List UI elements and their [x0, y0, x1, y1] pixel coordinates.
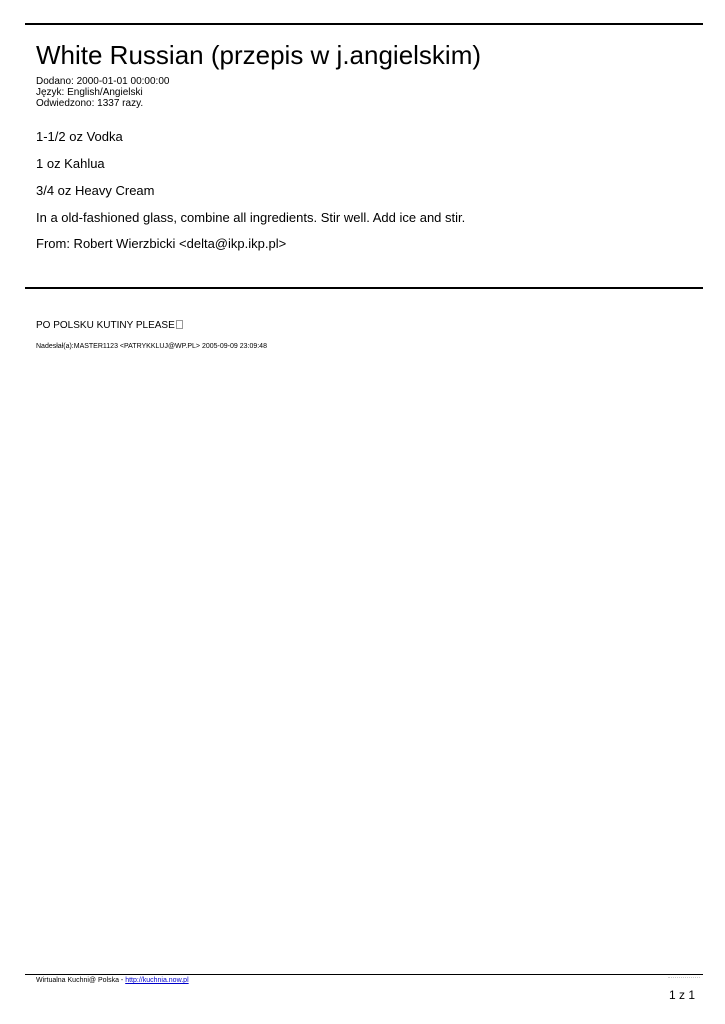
ingredient-line: 1 oz Kahlua	[36, 156, 105, 171]
meta-visited: Odwiedzono: 1337 razy.	[36, 98, 144, 109]
footer-mark	[668, 977, 700, 981]
comment-text-row	[36, 320, 183, 332]
footer-site-name: Wirtualna Kuchni@ Polska -	[36, 977, 126, 984]
recipe-source: From: Robert Wierzbicki <delta@ikp.ikp.pl>	[36, 236, 287, 251]
comment-text: PO POLSKU KUTINY PLEASE	[36, 320, 175, 331]
recipe-title: White Russian (przepis w j.angielskim)	[36, 40, 482, 70]
footer-divider	[25, 974, 703, 975]
ingredient-line: 3/4 oz Heavy Cream	[36, 183, 155, 198]
recipe-instructions: In a old-fashioned glass, combine all ingredients. Stir well. Add ice and stir.	[36, 210, 466, 225]
missing-glyph-icon	[176, 320, 183, 329]
meta-added: Dodano: 2000-01-01 00:00:00	[36, 76, 170, 87]
comments-divider	[25, 287, 703, 289]
footer-site-link[interactable]: http://kuchnia.now.pl	[125, 977, 189, 984]
footer-site	[36, 976, 189, 985]
ingredient-line: 1-1/2 oz Vodka	[36, 129, 123, 144]
comment-author: Nadesłał(a):MASTER1123 <PATRYKKLUJ@WP.PL> 2005-09-09 23:09:48	[36, 343, 267, 350]
top-divider	[25, 23, 703, 25]
page-number: 1 z 1	[668, 988, 695, 1002]
meta-language: Język: English/Angielski	[36, 87, 143, 98]
recipe-meta	[36, 76, 169, 109]
